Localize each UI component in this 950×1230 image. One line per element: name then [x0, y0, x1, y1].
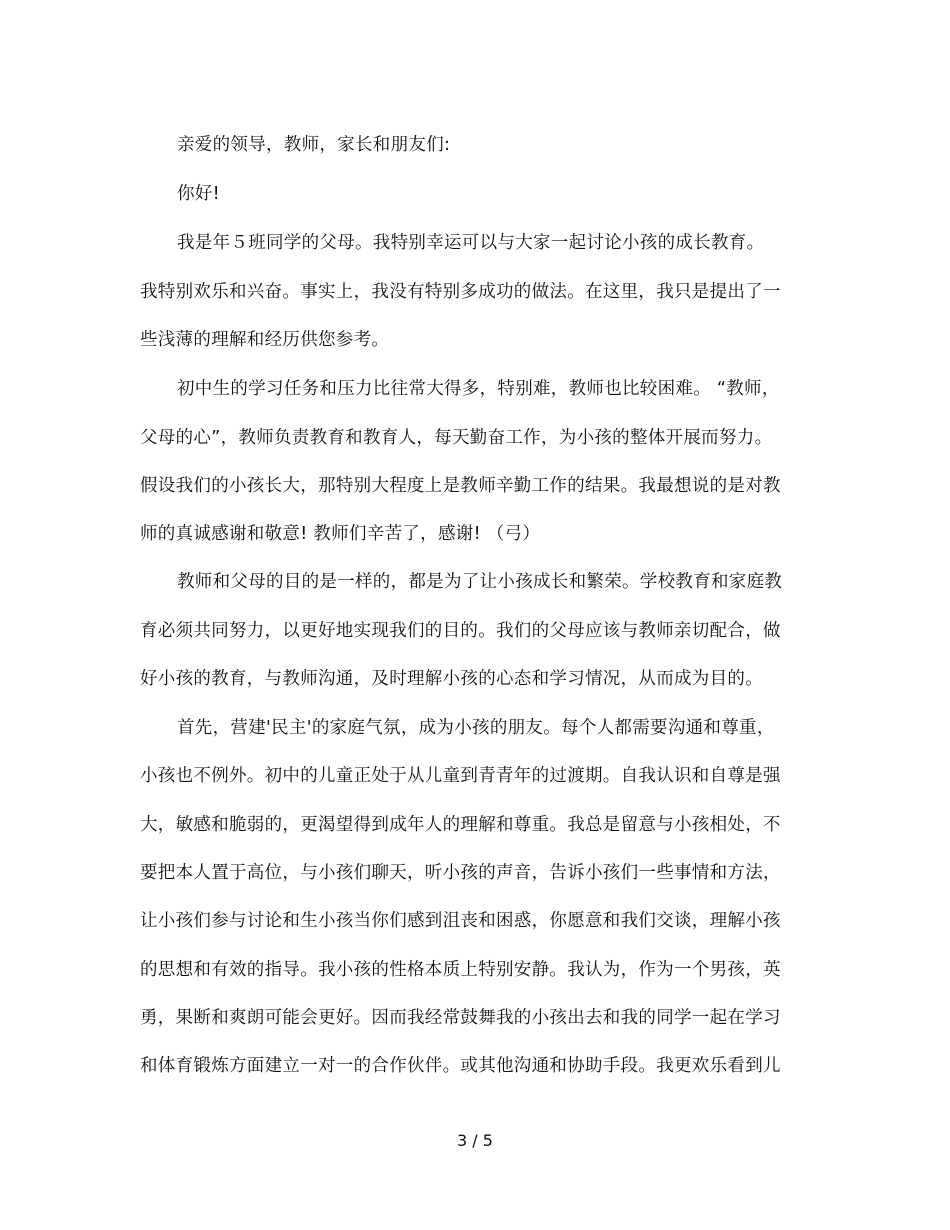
paragraph-4-line-3: 大，敏感和脆弱的，更渴望得到成年人的理解和尊重。我总是留意与小孩相处，不: [140, 815, 781, 835]
paragraph-3-line-1: 教师和父母的目的是一样的，都是为了让小孩成长和繁荣。学校教育和家庭教: [177, 572, 783, 592]
paragraph-4-line-6: 的思想和有效的指导。我小孩的性格本质上特别安静。我认为，作为一个男孩，英: [140, 960, 781, 980]
paragraph-4-line-8: 和体育锻炼方面建立一对一的合作伙伴。或其他沟通和协助手段。我更欢乐看到儿: [140, 1056, 781, 1076]
page-number: 3 / 5: [457, 1131, 493, 1150]
salutation-line: 亲爱的领导，教师，家长和朋友们:: [177, 135, 451, 155]
paragraph-4-line-5: 让小孩们参与讨论和生小孩当你们感到沮丧和困惑，你愿意和我们交谈，理解小孩: [140, 911, 781, 931]
paragraph-3-line-2: 育必须共同努力，以更好地实现我们的目的。我们的父母应该与教师亲切配合，做: [140, 621, 781, 641]
paragraph-2-line-4: 师的真诚感谢和敬意! 教师们辛苦了，感谢! （弓）: [140, 524, 541, 544]
paragraph-2-line-1: 初中生的学习任务和压力比往常大得多，特别难，教师也比较困难。 “教师，: [177, 379, 780, 399]
paragraph-3-line-3: 好小孩的教育，与教师沟通，及时理解小孩的心态和学习情况，从而成为目的。: [140, 669, 763, 689]
paragraph-4-line-7: 勇，果断和爽朗可能会更好。因而我经常鼓舞我的小孩出去和我的同学一起在学习: [140, 1008, 781, 1028]
paragraph-2-line-3: 假设我们的小孩长大，那特别大程度上是教师辛勤工作的结果。我最想说的是对教: [140, 476, 781, 496]
paragraph-4-line-1: 首先，营建'民主'的家庭气氛，成为小孩的朋友。每个人都需要沟通和尊重，: [177, 718, 775, 738]
paragraph-1-line-2: 我特别欢乐和兴奋。事实上，我没有特别多成功的做法。在这里，我只是提出了一: [140, 282, 781, 302]
paragraph-1-line-3: 些浅薄的理解和经历供您参考。: [140, 330, 390, 350]
paragraph-2-line-2: 父母的心”，教师负责教育和教育人，每天勤奋工作，为小孩的整体开展而努力。: [140, 428, 773, 448]
paragraph-1-line-1: 我是年５班同学的父母。我特别幸运可以与大家一起讨论小孩的成长教育。: [177, 233, 765, 253]
paragraph-4-line-4: 要把本人置于高位，与小孩们聊天，听小孩的声音，告诉小孩们一些事情和方法，: [140, 863, 781, 883]
greeting-line: 你好!: [177, 184, 220, 204]
paragraph-4-line-2: 小孩也不例外。初中的儿童正处于从儿童到青青年的过渡期。自我认识和自尊是强: [140, 766, 781, 786]
